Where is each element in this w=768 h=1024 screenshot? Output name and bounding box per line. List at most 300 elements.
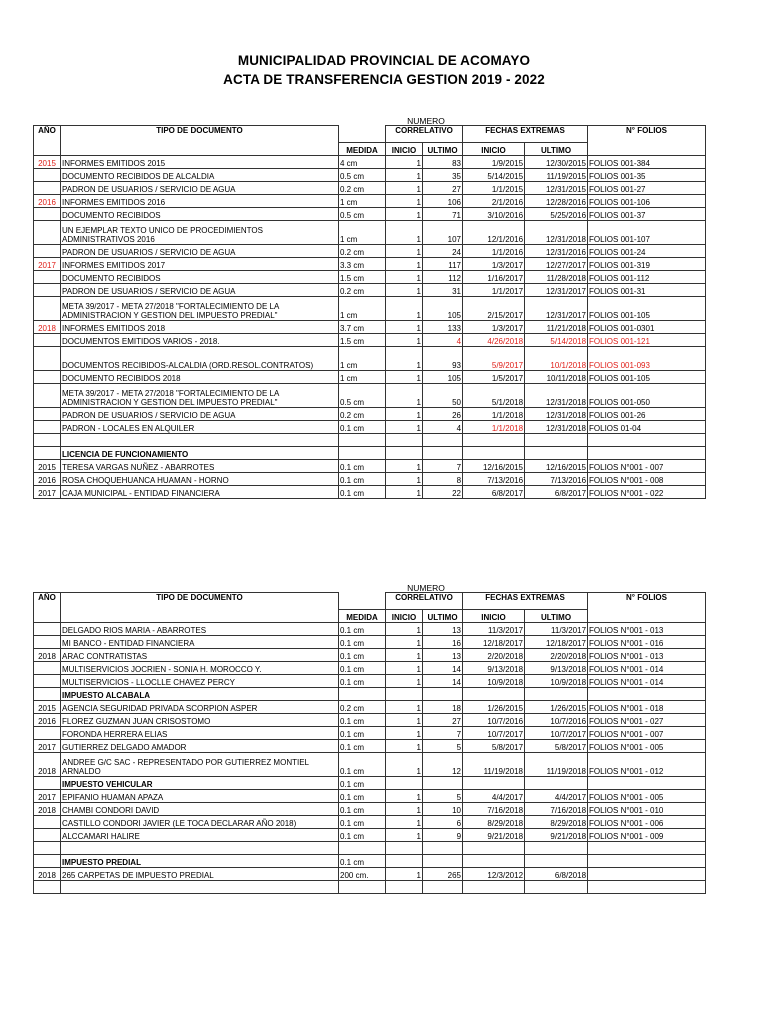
cell-anio: 2016 — [34, 473, 61, 486]
cell-folios: FOLIOS 001-050 — [588, 384, 706, 408]
cell-folios: FOLIOS 001-093 — [588, 347, 706, 371]
cell-fecha-ultimo: 2/20/2018 — [525, 649, 588, 662]
cell-anio — [34, 636, 61, 649]
table-row — [34, 816, 706, 829]
cell-fecha-ultimo — [525, 688, 588, 701]
cell-fecha-inicio: 7/13/2016 — [463, 473, 525, 486]
cell-inicio: 1 — [386, 636, 423, 649]
cell-anio: 2015 — [34, 460, 61, 473]
col-folios-header: N° FOLIOS — [588, 126, 706, 156]
col-anio-header: AÑO — [34, 126, 61, 156]
cell-folios: FOLIOS N°001 - 013 — [588, 623, 706, 636]
cell-ultimo: 27 — [423, 714, 463, 727]
empty-cell — [61, 434, 339, 447]
cell-anio — [34, 245, 61, 258]
cell-folios: FOLIOS 001-105 — [588, 371, 706, 384]
cell-folios: FOLIOS N°001 - 014 — [588, 675, 706, 688]
cell-tipo: DELGADO RIOS MARIA - ABARROTES — [61, 623, 339, 636]
cell-tipo: ARAC CONTRATISTAS — [61, 649, 339, 662]
cell-fecha-ultimo: 11/19/2018 — [525, 753, 588, 777]
cell-folios: FOLIOS N°001 - 022 — [588, 486, 706, 499]
cell-tipo: 265 CARPETAS DE IMPUESTO PREDIAL — [61, 868, 339, 881]
cell-fecha-inicio: 11/3/2017 — [463, 623, 525, 636]
cell-fecha-inicio: 2/1/2016 — [463, 195, 525, 208]
cell-tipo: INFORMES EMITIDOS 2018 — [61, 321, 339, 334]
cell-fecha-inicio: 8/29/2018 — [463, 816, 525, 829]
cell-ultimo: 93 — [423, 347, 463, 371]
cell-fecha-inicio: 1/3/2017 — [463, 321, 525, 334]
cell-ultimo: 13 — [423, 623, 463, 636]
cell-fecha-inicio: 1/1/2017 — [463, 284, 525, 297]
cell-fecha-ultimo: 12/31/2018 — [525, 221, 588, 245]
table-row — [34, 284, 706, 297]
cell-inicio — [386, 777, 423, 790]
cell-medida: 4 cm — [339, 156, 386, 169]
cell-medida — [339, 447, 386, 460]
cell-fecha-inicio: 1/5/2017 — [463, 371, 525, 384]
cell-anio: 2018 — [34, 649, 61, 662]
cell-ultimo: 50 — [423, 384, 463, 408]
cell-tipo: IMPUESTO VEHICULAR — [61, 777, 339, 790]
cell-folios — [588, 688, 706, 701]
col-fechas-header: FECHAS EXTREMAS — [463, 126, 588, 143]
cell-medida: 0.2 cm — [339, 408, 386, 421]
numero-caption: NUMERO — [407, 583, 445, 593]
cell-folios: FOLIOS 001-31 — [588, 284, 706, 297]
cell-anio: 2018 — [34, 321, 61, 334]
cell-inicio: 1 — [386, 334, 423, 347]
cell-fecha-ultimo: 12/31/2018 — [525, 384, 588, 408]
cell-inicio: 1 — [386, 156, 423, 169]
cell-fecha-ultimo: 5/8/2017 — [525, 740, 588, 753]
cell-tipo: AGENCIA SEGURIDAD PRIVADA SCORPION ASPER — [61, 701, 339, 714]
cell-ultimo: 12 — [423, 753, 463, 777]
cell-anio — [34, 371, 61, 384]
cell-tipo: GUTIERREZ DELGADO AMADOR — [61, 740, 339, 753]
cell-inicio: 1 — [386, 727, 423, 740]
cell-medida: 1 cm — [339, 371, 386, 384]
cell-fecha-ultimo: 11/28/2018 — [525, 271, 588, 284]
cell-ultimo: 5 — [423, 790, 463, 803]
cell-inicio: 1 — [386, 169, 423, 182]
cell-folios: FOLIOS 001-27 — [588, 182, 706, 195]
cell-inicio: 1 — [386, 790, 423, 803]
cell-ultimo: 83 — [423, 156, 463, 169]
cell-anio: 2017 — [34, 790, 61, 803]
cell-ultimo: 4 — [423, 421, 463, 434]
cell-anio: 2018 — [34, 753, 61, 777]
cell-fecha-inicio: 1/1/2016 — [463, 245, 525, 258]
cell-tipo: ANDREE G/C SAC - REPRESENTADO POR GUTIERREZ MONTIEL ARNALDO — [61, 753, 339, 777]
cell-medida: 1 cm — [339, 221, 386, 245]
cell-folios: FOLIOS 001-106 — [588, 195, 706, 208]
cell-fecha-inicio: 2/15/2017 — [463, 297, 525, 321]
cell-fecha-inicio: 10/7/2017 — [463, 727, 525, 740]
cell-folios: FOLIOS 01-04 — [588, 421, 706, 434]
transfer-table-1 — [33, 116, 706, 499]
empty-cell — [588, 842, 706, 855]
cell-tipo: ROSA CHOQUEHUANCA HUAMAN - HORNO — [61, 473, 339, 486]
cell-folios: FOLIOS 001-319 — [588, 258, 706, 271]
cell-fecha-ultimo: 12/31/2017 — [525, 297, 588, 321]
cell-ultimo: 9 — [423, 829, 463, 842]
cell-medida: 0.5 cm — [339, 169, 386, 182]
cell-fecha-inicio: 5/9/2017 — [463, 347, 525, 371]
empty-cell — [34, 434, 61, 447]
cell-ultimo: 117 — [423, 258, 463, 271]
table-row — [34, 245, 706, 258]
cell-ultimo: 13 — [423, 649, 463, 662]
cell-tipo: META 39/2017 - META 27/2018 "FORTALECIMIENTO DE LA ADMINISTRACION Y GESTION DEL IMPUESTO PREDIAL" — [61, 297, 339, 321]
cell-fecha-ultimo: 11/21/2018 — [525, 321, 588, 334]
cell-medida: 1 cm — [339, 297, 386, 321]
col-correlativo-header: CORRELATIVO — [386, 126, 463, 143]
cell-medida: 0.1 cm — [339, 727, 386, 740]
cell-fecha-inicio: 5/1/2018 — [463, 384, 525, 408]
cell-anio — [34, 727, 61, 740]
cell-tipo: UN EJEMPLAR TEXTO UNICO DE PROCEDIMIENTOS ADMINISTRATIVOS 2016 — [61, 221, 339, 245]
empty-cell — [525, 881, 588, 894]
cell-tipo: EPIFANIO HUAMAN APAZA — [61, 790, 339, 803]
cell-fecha-ultimo: 10/1/2018 — [525, 347, 588, 371]
col-tipo-header: TIPO DE DOCUMENTO — [61, 593, 339, 623]
cell-fecha-ultimo: 7/13/2016 — [525, 473, 588, 486]
cell-anio — [34, 347, 61, 371]
cell-ultimo — [423, 855, 463, 868]
cell-ultimo: 26 — [423, 408, 463, 421]
document-subtitle: ACTA DE TRANSFERENCIA GESTION 2019 - 2022 — [223, 72, 545, 87]
empty-cell — [34, 842, 61, 855]
cell-fecha-ultimo: 1/26/2015 — [525, 701, 588, 714]
cell-fecha-ultimo: 12/27/2017 — [525, 258, 588, 271]
cell-fecha-ultimo: 12/16/2015 — [525, 460, 588, 473]
cell-inicio: 1 — [386, 803, 423, 816]
cell-anio — [34, 284, 61, 297]
cell-folios: FOLIOS N°001 - 010 — [588, 803, 706, 816]
cell-anio — [34, 208, 61, 221]
cell-inicio: 1 — [386, 868, 423, 881]
cell-fecha-ultimo: 11/3/2017 — [525, 623, 588, 636]
col-tipo-header: TIPO DE DOCUMENTO — [61, 126, 339, 156]
cell-ultimo: 14 — [423, 675, 463, 688]
cell-anio: 2015 — [34, 156, 61, 169]
cell-medida: 0.1 cm — [339, 777, 386, 790]
cell-ultimo: 14 — [423, 662, 463, 675]
cell-tipo: PADRON DE USUARIOS / SERVICIO DE AGUA — [61, 182, 339, 195]
empty-cell — [61, 881, 339, 894]
cell-anio — [34, 829, 61, 842]
cell-medida: 3.3 cm — [339, 258, 386, 271]
cell-inicio: 1 — [386, 421, 423, 434]
cell-ultimo: 18 — [423, 701, 463, 714]
empty-cell — [423, 881, 463, 894]
cell-anio — [34, 334, 61, 347]
cell-inicio: 1 — [386, 195, 423, 208]
table-row — [34, 649, 706, 662]
cell-tipo: LICENCIA DE FUNCIONAMIENTO — [61, 447, 339, 460]
cell-medida: 0.1 cm — [339, 855, 386, 868]
cell-fecha-inicio: 11/19/2018 — [463, 753, 525, 777]
cell-folios: FOLIOS N°001 - 013 — [588, 649, 706, 662]
cell-medida: 0.1 cm — [339, 421, 386, 434]
cell-medida: 0.1 cm — [339, 714, 386, 727]
table-row — [34, 195, 706, 208]
cell-ultimo: 105 — [423, 371, 463, 384]
table-row — [34, 842, 706, 855]
cell-fecha-inicio: 12/16/2015 — [463, 460, 525, 473]
cell-folios: FOLIOS 001-26 — [588, 408, 706, 421]
cell-tipo: INFORMES EMITIDOS 2016 — [61, 195, 339, 208]
cell-fecha-inicio: 2/20/2018 — [463, 649, 525, 662]
empty-cell — [386, 881, 423, 894]
table-row — [34, 740, 706, 753]
cell-folios: FOLIOS N°001 - 005 — [588, 790, 706, 803]
cell-fecha-inicio: 9/21/2018 — [463, 829, 525, 842]
cell-medida: 200 cm. — [339, 868, 386, 881]
table-row — [34, 321, 706, 334]
cell-anio — [34, 447, 61, 460]
cell-inicio: 1 — [386, 284, 423, 297]
cell-inicio: 1 — [386, 221, 423, 245]
cell-folios: FOLIOS 001-37 — [588, 208, 706, 221]
cell-anio — [34, 169, 61, 182]
cell-inicio: 1 — [386, 208, 423, 221]
cell-anio — [34, 421, 61, 434]
cell-fecha-inicio: 1/16/2017 — [463, 271, 525, 284]
cell-tipo: DOCUMENTO RECIBIDOS — [61, 208, 339, 221]
table-row — [34, 727, 706, 740]
table-row — [34, 855, 706, 868]
cell-medida: 0.1 cm — [339, 816, 386, 829]
cell-tipo: PADRON DE USUARIOS / SERVICIO DE AGUA — [61, 284, 339, 297]
cell-medida: 0.1 cm — [339, 460, 386, 473]
cell-folios: FOLIOS N°001 - 008 — [588, 473, 706, 486]
cell-inicio: 1 — [386, 701, 423, 714]
cell-medida: 1.5 cm — [339, 334, 386, 347]
cell-medida: 1.5 cm — [339, 271, 386, 284]
cell-medida: 1 cm — [339, 195, 386, 208]
table-row — [34, 662, 706, 675]
cell-inicio: 1 — [386, 182, 423, 195]
empty-cell — [525, 842, 588, 855]
cell-fecha-ultimo — [525, 447, 588, 460]
table-row — [34, 334, 706, 347]
cell-fecha-ultimo: 4/4/2017 — [525, 790, 588, 803]
table-row — [34, 636, 706, 649]
cell-tipo: META 39/2017 - META 27/2018 "FORTALECIMIENTO DE LA ADMINISTRACION Y GESTION DEL IMPUESTO PREDIAL" — [61, 384, 339, 408]
cell-medida: 0.1 cm — [339, 649, 386, 662]
cell-inicio: 1 — [386, 408, 423, 421]
empty-cell — [423, 434, 463, 447]
cell-fecha-ultimo: 6/8/2017 — [525, 486, 588, 499]
empty-cell — [339, 434, 386, 447]
cell-anio: 2016 — [34, 714, 61, 727]
cell-ultimo: 27 — [423, 182, 463, 195]
table-row — [34, 829, 706, 842]
empty-cell — [34, 881, 61, 894]
table-row — [34, 408, 706, 421]
cell-folios: FOLIOS N°001 - 009 — [588, 829, 706, 842]
cell-anio — [34, 271, 61, 284]
table-row — [34, 347, 706, 371]
cell-anio — [34, 777, 61, 790]
cell-fecha-inicio: 4/4/2017 — [463, 790, 525, 803]
cell-anio: 2017 — [34, 486, 61, 499]
cell-fecha-inicio: 1/1/2018 — [463, 421, 525, 434]
cell-anio — [34, 297, 61, 321]
cell-ultimo — [423, 688, 463, 701]
cell-tipo: INFORMES EMITIDOS 2017 — [61, 258, 339, 271]
col-medida-spacer — [339, 126, 386, 143]
cell-ultimo: 4 — [423, 334, 463, 347]
cell-tipo: DOCUMENTO RECIBIDOS 2018 — [61, 371, 339, 384]
cell-tipo: CHAMBI CONDORI DAVID — [61, 803, 339, 816]
cell-folios: FOLIOS N°001 - 007 — [588, 727, 706, 740]
cell-folios: FOLIOS N°001 - 014 — [588, 662, 706, 675]
cell-medida: 0.1 cm — [339, 803, 386, 816]
table-row — [34, 156, 706, 169]
cell-ultimo: 16 — [423, 636, 463, 649]
cell-medida: 1 cm — [339, 347, 386, 371]
col-anio-header: AÑO — [34, 593, 61, 623]
table-row — [34, 868, 706, 881]
cell-anio: 2018 — [34, 868, 61, 881]
cell-fecha-ultimo: 7/16/2018 — [525, 803, 588, 816]
cell-ultimo: 265 — [423, 868, 463, 881]
cell-folios: FOLIOS N°001 - 012 — [588, 753, 706, 777]
cell-anio — [34, 688, 61, 701]
cell-ultimo: 107 — [423, 221, 463, 245]
table-row — [34, 486, 706, 499]
cell-tipo: ALCCAMARI HALIRE — [61, 829, 339, 842]
cell-medida: 0.5 cm — [339, 384, 386, 408]
cell-ultimo: 106 — [423, 195, 463, 208]
cell-inicio: 1 — [386, 486, 423, 499]
cell-fecha-ultimo: 12/31/2018 — [525, 421, 588, 434]
cell-fecha-ultimo: 6/8/2018 — [525, 868, 588, 881]
cell-medida: 0.1 cm — [339, 829, 386, 842]
cell-tipo: CAJA MUNICIPAL - ENTIDAD FINANCIERA — [61, 486, 339, 499]
cell-tipo: IMPUESTO PREDIAL — [61, 855, 339, 868]
cell-inicio: 1 — [386, 347, 423, 371]
cell-medida: 0.1 cm — [339, 473, 386, 486]
cell-folios: FOLIOS 001-107 — [588, 221, 706, 245]
cell-fecha-inicio: 10/7/2016 — [463, 714, 525, 727]
cell-fecha-ultimo: 12/31/2015 — [525, 182, 588, 195]
cell-fecha-inicio — [463, 855, 525, 868]
documents-table — [33, 125, 706, 499]
cell-inicio: 1 — [386, 460, 423, 473]
cell-fecha-inicio: 10/9/2018 — [463, 675, 525, 688]
cell-inicio: 1 — [386, 245, 423, 258]
cell-fecha-ultimo — [525, 855, 588, 868]
cell-inicio: 1 — [386, 829, 423, 842]
empty-cell — [463, 434, 525, 447]
table-row — [34, 675, 706, 688]
cell-medida: 0.2 cm — [339, 701, 386, 714]
cell-fecha-inicio: 1/9/2015 — [463, 156, 525, 169]
cell-inicio — [386, 447, 423, 460]
col-fecha-inicio-header: INICIO — [463, 143, 525, 156]
col-correlativo-header: CORRELATIVO — [386, 593, 463, 610]
table-row — [34, 169, 706, 182]
cell-anio — [34, 855, 61, 868]
cell-tipo: TERESA VARGAS NUÑEZ - ABARROTES — [61, 460, 339, 473]
cell-ultimo: 24 — [423, 245, 463, 258]
cell-folios: FOLIOS N°001 - 006 — [588, 816, 706, 829]
cell-tipo: PADRON - LOCALES EN ALQUILER — [61, 421, 339, 434]
cell-inicio: 1 — [386, 321, 423, 334]
cell-fecha-ultimo: 12/31/2017 — [525, 284, 588, 297]
cell-inicio: 1 — [386, 753, 423, 777]
cell-tipo: INFORMES EMITIDOS 2015 — [61, 156, 339, 169]
cell-fecha-ultimo — [525, 777, 588, 790]
cell-inicio: 1 — [386, 714, 423, 727]
cell-fecha-inicio: 5/14/2015 — [463, 169, 525, 182]
cell-fecha-inicio — [463, 447, 525, 460]
cell-fecha-ultimo: 11/19/2015 — [525, 169, 588, 182]
numero-caption: NUMERO — [407, 116, 445, 126]
cell-fecha-inicio: 1/1/2015 — [463, 182, 525, 195]
table-row — [34, 421, 706, 434]
cell-tipo: IMPUESTO ALCABALA — [61, 688, 339, 701]
empty-cell — [386, 842, 423, 855]
cell-fecha-ultimo: 12/30/2015 — [525, 156, 588, 169]
table-row — [34, 297, 706, 321]
cell-ultimo — [423, 777, 463, 790]
cell-anio — [34, 221, 61, 245]
transfer-table-2 — [33, 583, 706, 894]
cell-medida: 0.1 cm — [339, 790, 386, 803]
cell-inicio: 1 — [386, 740, 423, 753]
cell-fecha-inicio: 9/13/2018 — [463, 662, 525, 675]
cell-ultimo: 10 — [423, 803, 463, 816]
cell-fecha-inicio: 3/10/2016 — [463, 208, 525, 221]
cell-tipo: DOCUMENTO RECIBIDOS DE ALCALDIA — [61, 169, 339, 182]
empty-cell — [386, 434, 423, 447]
table-row — [34, 182, 706, 195]
cell-fecha-inicio: 12/1/2016 — [463, 221, 525, 245]
cell-tipo: FLOREZ GUZMAN JUAN CRISOSTOMO — [61, 714, 339, 727]
empty-cell — [61, 842, 339, 855]
cell-medida: 0.1 cm — [339, 623, 386, 636]
cell-ultimo: 7 — [423, 460, 463, 473]
table-row — [34, 714, 706, 727]
table-row — [34, 473, 706, 486]
cell-inicio: 1 — [386, 384, 423, 408]
col-inicio-header: INICIO — [386, 143, 423, 156]
cell-medida: 0.1 cm — [339, 636, 386, 649]
table-row — [34, 777, 706, 790]
table-row — [34, 790, 706, 803]
table-row — [34, 701, 706, 714]
cell-anio: 2017 — [34, 740, 61, 753]
table-row — [34, 208, 706, 221]
table-row — [34, 623, 706, 636]
table-row — [34, 384, 706, 408]
cell-fecha-ultimo: 12/31/2016 — [525, 245, 588, 258]
cell-fecha-inicio — [463, 777, 525, 790]
cell-inicio: 1 — [386, 297, 423, 321]
cell-folios — [588, 855, 706, 868]
col-folios-header: N° FOLIOS — [588, 593, 706, 623]
col-ultimo-header: ULTIMO — [423, 143, 463, 156]
cell-fecha-ultimo: 10/7/2016 — [525, 714, 588, 727]
cell-medida: 0.5 cm — [339, 208, 386, 221]
table-row — [34, 258, 706, 271]
cell-medida: 0.1 cm — [339, 662, 386, 675]
cell-fecha-ultimo: 5/25/2016 — [525, 208, 588, 221]
